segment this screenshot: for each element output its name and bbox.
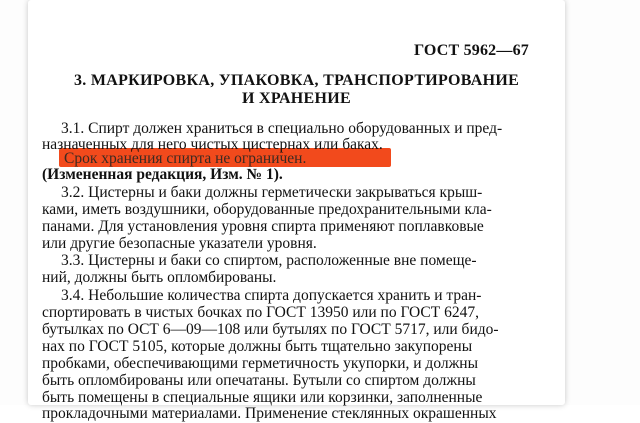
- paragraph-3-3-line-1: 3.3. Цистерны и баки со спиртом, расположенные вне помеще-: [61, 252, 477, 269]
- highlighted-storage-term: Срок хранения спирта не ограничен.: [64, 150, 307, 167]
- paragraph-3-2-line-1: 3.2. Цистерны и баки должны герметически закрываться крыш-: [61, 184, 483, 201]
- paragraph-3-4-line-1: 3.4. Небольшие количества спирта допускается хранить и тран-: [61, 287, 482, 304]
- paragraph-3-2-line-4: или другие безопасные указатели уровня.: [42, 235, 317, 252]
- paragraph-3-1-line-2: назначенных для него чистых цистернах или баках.: [42, 136, 383, 153]
- paragraph-3-4-line-3: бутылках по ОСТ 6—09—108 или бутылях по ГОСТ 5717, или бидо-: [42, 321, 499, 338]
- paragraph-3-4-line-5: пробками, обеспечивающими герметичность укупорки, и должны: [42, 355, 479, 372]
- amendment-note: (Измененная редакция, Изм. № 1).: [42, 166, 283, 183]
- section-title-line-1: 3. МАРКИРОВКА, УПАКОВКА, ТРАНСПОРТИРОВАНИЕ: [73, 72, 520, 89]
- standard-code: ГОСТ 5962—67: [413, 42, 529, 59]
- document-page: [28, 0, 565, 422]
- paragraph-3-4-line-7: быть помещены в специальные ящики или корзинки, заполненные: [42, 389, 483, 406]
- paragraph-3-2-line-2: ками, иметь воздушники, оборудованные предохранительными кла-: [42, 201, 492, 218]
- paragraph-3-4-line-8: прокладочными материалами. Применение стеклянных окрашенных: [42, 405, 497, 422]
- section-title-line-2: И ХРАНЕНИЕ: [242, 90, 351, 107]
- paragraph-3-2-line-3: панами. Для установления уровня спирта применяют поплавковые: [42, 218, 484, 235]
- paragraph-3-4-line-2: спортировать в чистых бочках по ГОСТ 13950 или по ГОСТ 6247,: [42, 304, 479, 321]
- paragraph-3-1-line-1: 3.1. Спирт должен храниться в специально оборудованных и пред-: [61, 120, 503, 137]
- paragraph-3-4-line-4: нах по ГОСТ 5105, которые должны быть тщательно закупорены: [42, 338, 473, 355]
- paragraph-3-4-line-6: быть опломбированы или опечатаны. Бутыли со спиртом должны: [42, 372, 476, 389]
- paragraph-3-3-line-2: ний, должны быть опломбированы.: [42, 269, 277, 286]
